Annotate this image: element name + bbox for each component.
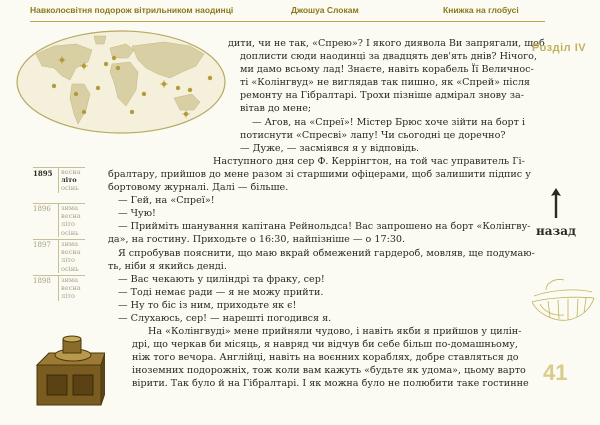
text-line: На «Колінгвуді» мене прийняли чудово, і навіть якби я прийшов у цилін- [148,326,522,338]
timeline-season[interactable]: літо [58,176,85,184]
timeline-year-label: 1897 [33,241,51,249]
header-rule [30,21,545,22]
timeline-season[interactable]: весна [58,248,85,256]
back-label: назад [536,224,576,238]
header-author: Джошуа Слокам [291,5,359,15]
text-line: Я спробував пояснити, що маю вкрай обмежений гардероб, мовляв, ще подумаю- [118,247,535,259]
text-line: Наступного дня сер Ф. Керрінгтон, на той час управитель Гі- [213,155,525,167]
text-line: вірити. Так було й на Гібралтарі. І як можна було не полюбити таке гостинне [132,378,529,390]
timeline-year-label: 1895 [33,169,53,178]
text-line: — Чую! [118,208,156,220]
text-line: — Ну то біс із ним, приходьте як є! [118,299,297,311]
text-line: дрі, що черкав би місяць, я навряд чи відчув би себе більш по-домашньому, [132,339,518,351]
timeline-season[interactable]: зима [58,204,85,212]
text-line: — Вас чекають у циліндрі та фраку, сер! [118,273,325,285]
timeline-season[interactable]: осінь [58,229,85,237]
timeline-season[interactable]: весна [58,284,85,292]
header-book-title: Навколосвітня подорож вітрильником наодинці [30,5,234,15]
timeline-season[interactable]: літо [58,256,85,264]
text-line: вітав до мене; [240,103,312,115]
text-line: — Агов, на «Спреї»! Містер Брюс хоче зійти на борт і [252,116,526,128]
text-line: бралтару, прийшов до мене разом зі старшими офіцерами, щоб залишити підпис у [108,168,531,180]
text-line: — Прийміть шанування капітана Рейнольдса! Вас запрошено на борт «Колінгву- [118,221,531,233]
ship-hull-illustration [528,268,598,338]
timeline-year-row[interactable] [33,239,85,275]
page-number: 41 [543,360,568,385]
timeline-year-row[interactable] [33,167,85,203]
text-line: ремонту на Гібралтарі. Трохи пізніше адмірал знову за- [240,90,524,102]
voyage-timeline [33,167,85,311]
text-line: ніж того вечора. Англійці, навіть на воєнних кораблях, добре ставляться до [132,352,519,364]
text-line: доплисти сюди наодинці за двадцять дев'ять днів? Нічого, [240,51,538,63]
timeline-year-row[interactable] [33,275,85,311]
text-line: — Слухаюсь, сер! — нарешті погодився я. [118,312,332,324]
text-line: бортовому журналі. Далі — більше. [108,182,289,194]
page-header [0,0,600,22]
timeline-season[interactable]: літо [58,220,85,228]
text-line: ми дамо всьому лад! Знаєте, навіть корабель Її Величнос- [240,64,534,76]
timeline-season[interactable]: осінь [58,184,85,192]
timeline-season[interactable]: весна [58,168,85,176]
timeline-season[interactable]: осінь [58,265,85,273]
timeline-year-label: 1896 [33,205,51,213]
timeline-season[interactable]: літо [58,292,85,300]
header-series: Книжка на глобусі [443,5,519,15]
timeline-season[interactable]: зима [58,276,85,284]
chapter-label: Розділ IV [532,42,587,54]
text-line: да», на гостину. Приходьте о 16:30, найпізніше — о 17:30. [108,234,406,246]
back-button[interactable] [531,186,581,238]
timeline-year-label: 1898 [33,277,51,285]
text-line: — Гей, на «Спреї»! [118,195,215,207]
timeline-season[interactable]: весна [58,212,85,220]
ship-stove-illustration [33,335,105,409]
text-line: іноземних подорожніх, тож коли вам кажуть «будьте як удома», цьому варто [132,365,526,377]
text-line: дити, чи не так, «Спрею»? І якого диявола Ви запрягали, щоб [228,38,545,49]
text-line: — Тоді немає ради — я не можу прийти. [118,286,324,298]
story-text [108,37,545,391]
timeline-year-row[interactable] [33,203,85,239]
arrow-up-icon [549,186,563,220]
text-line: — Дуже, — засміявся я у відповідь. [240,142,420,154]
text-line: потиснути «Спресві» лапу! Чи сьогодні це доречно? [240,129,506,141]
text-line: ті «Колінгвуд» не виглядав так пишно, як «Спрей» після [240,77,530,89]
text-line: ть, ніби я якийсь денді. [108,260,227,272]
timeline-season[interactable]: зима [58,240,85,248]
